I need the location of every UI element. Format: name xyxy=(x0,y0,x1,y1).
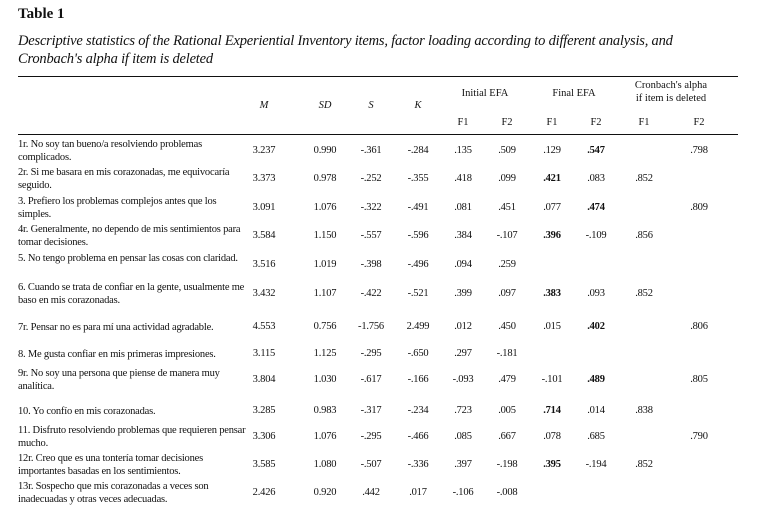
cell-sd: 1.107 xyxy=(313,288,337,299)
cell-if1: -.093 xyxy=(452,374,474,385)
item-label: 4r. Generalmente, no dependo de mis sentimientos para tomar decisiones. xyxy=(18,224,241,248)
table-row xyxy=(0,424,761,452)
item-label: 3. Prefiero los problemas complejos antes que los simples. xyxy=(18,196,217,220)
cell-s: -.398 xyxy=(360,259,382,270)
cell-s: -.295 xyxy=(360,348,382,359)
cell-ff2: .083 xyxy=(587,173,605,184)
cell-if2: -.107 xyxy=(496,230,518,241)
cell-sd: 1.150 xyxy=(313,230,337,241)
item-label: 12r. Creo que es una tontería tomar decisiones importantes basadas en los sentimientos. xyxy=(18,453,203,477)
cell-if1: .135 xyxy=(454,145,472,156)
cell-m: 3.516 xyxy=(252,259,276,270)
item-label: 10. Yo confío en mis corazonadas. xyxy=(18,406,156,417)
cell-sd: 1.076 xyxy=(313,202,337,213)
cell-k: -.355 xyxy=(407,173,429,184)
cell-ff2: .474 xyxy=(587,202,605,213)
cell-sd: 1.019 xyxy=(313,259,337,270)
header-rule xyxy=(18,134,738,135)
item-label: 11. Disfruto resolviendo problemas que requieren pensar mucho. xyxy=(18,425,246,449)
cell-ff2: -.194 xyxy=(585,459,607,470)
cell-if1: .081 xyxy=(454,202,472,213)
cell-k: -.234 xyxy=(407,405,429,416)
cell-k: -.596 xyxy=(407,230,429,241)
cell-cf1: .852 xyxy=(635,173,653,184)
cell-cf2: .790 xyxy=(690,431,708,442)
cell-ff1: .395 xyxy=(543,459,561,470)
cell-if2: .479 xyxy=(498,374,516,385)
cell-k: -.521 xyxy=(407,288,429,299)
cell-k: -.496 xyxy=(407,259,429,270)
cell-m: 3.115 xyxy=(252,348,276,359)
item-label: 7r. Pensar no es para mí una actividad agradable. xyxy=(18,322,214,333)
cell-if1: .399 xyxy=(454,288,472,299)
item-label: 5. No tengo problema en pensar las cosas con claridad. xyxy=(18,253,238,264)
cell-cf2: .809 xyxy=(690,202,708,213)
cell-m: 2.426 xyxy=(252,487,276,498)
cell-ff1: -.101 xyxy=(541,374,563,385)
cell-sd: 0.978 xyxy=(313,173,337,184)
table-row xyxy=(0,314,761,342)
cell-k: -.491 xyxy=(407,202,429,213)
header-sd: SD xyxy=(318,100,332,111)
header-k: K xyxy=(414,100,422,111)
cell-sd: 1.030 xyxy=(313,374,337,385)
cell-if2: -.008 xyxy=(496,487,518,498)
header-initial-f2: F2 xyxy=(501,117,513,128)
header-s: S xyxy=(368,100,374,111)
cell-if2: .450 xyxy=(498,321,516,332)
cell-ff1: .078 xyxy=(543,431,561,442)
cell-m: 3.804 xyxy=(252,374,276,385)
cell-if2: .667 xyxy=(498,431,516,442)
top-rule xyxy=(18,76,738,77)
cell-s: -.317 xyxy=(360,405,382,416)
cell-cf2: .806 xyxy=(690,321,708,332)
table-caption: Descriptive statistics of the Rational Experiential Inventory items, factor loading according to different analysis, and Cronbach's alpha if item is deleted xyxy=(18,33,673,67)
cell-if2: .451 xyxy=(498,202,516,213)
cell-sd: 0.756 xyxy=(313,321,337,332)
table-row xyxy=(0,223,761,251)
cell-ff2: .014 xyxy=(587,405,605,416)
cell-cf1: .856 xyxy=(635,230,653,241)
cell-s: -.252 xyxy=(360,173,382,184)
cell-ff1: .714 xyxy=(543,405,561,416)
cell-cf2: .805 xyxy=(690,374,708,385)
cell-s: .442 xyxy=(362,487,380,498)
cell-ff2: .093 xyxy=(587,288,605,299)
cell-m: 3.091 xyxy=(252,202,276,213)
cell-if1: .094 xyxy=(454,259,472,270)
header-final-efa: Final EFA xyxy=(552,88,596,99)
cell-ff2: .685 xyxy=(587,431,605,442)
cell-if2: -.198 xyxy=(496,459,518,470)
cell-sd: 1.125 xyxy=(313,348,337,359)
cell-sd: 0.983 xyxy=(313,405,337,416)
cell-m: 3.373 xyxy=(252,173,276,184)
cell-m: 4.553 xyxy=(252,321,276,332)
header-initial-efa: Initial EFA xyxy=(461,88,509,99)
header-initial-f1: F1 xyxy=(457,117,469,128)
cell-k: -.650 xyxy=(407,348,429,359)
cell-m: 3.306 xyxy=(252,431,276,442)
cell-k: 2.499 xyxy=(406,321,430,332)
table-row xyxy=(0,367,761,395)
cell-k: .017 xyxy=(409,487,427,498)
cell-s: -.617 xyxy=(360,374,382,385)
header-final-f2: F2 xyxy=(590,117,602,128)
cell-sd: 1.076 xyxy=(313,431,337,442)
header-cronbach-line2: if item is deleted xyxy=(635,93,707,104)
cell-m: 3.237 xyxy=(252,145,276,156)
cell-if2: .509 xyxy=(498,145,516,156)
cell-if1: .384 xyxy=(454,230,472,241)
table-row xyxy=(0,252,761,280)
cell-if2: -.181 xyxy=(496,348,518,359)
header-cronbach-line1: Cronbach's alpha xyxy=(634,80,708,91)
cell-s: -.422 xyxy=(360,288,382,299)
cell-m: 3.285 xyxy=(252,405,276,416)
cell-sd: 1.080 xyxy=(313,459,337,470)
cell-if1: .012 xyxy=(454,321,472,332)
cell-s: -.507 xyxy=(360,459,382,470)
cell-s: -.361 xyxy=(360,145,382,156)
table-row xyxy=(0,195,761,223)
cell-k: -.466 xyxy=(407,431,429,442)
header-m: M xyxy=(259,100,269,111)
table-row xyxy=(0,398,761,426)
table-row xyxy=(0,480,761,508)
cell-sd: 0.920 xyxy=(313,487,337,498)
cell-ff2: -.109 xyxy=(585,230,607,241)
header-final-f1: F1 xyxy=(546,117,558,128)
cell-ff2: .489 xyxy=(587,374,605,385)
cell-ff1: .015 xyxy=(543,321,561,332)
cell-cf2: .798 xyxy=(690,145,708,156)
cell-cf1: .852 xyxy=(635,288,653,299)
item-label: 1r. No soy tan bueno/a resolviendo problemas complicados. xyxy=(18,139,202,163)
cell-if1: .297 xyxy=(454,348,472,359)
cell-m: 3.584 xyxy=(252,230,276,241)
cell-if1: .418 xyxy=(454,173,472,184)
item-label: 2r. Si me basara en mis corazonadas, me equivocaría seguido. xyxy=(18,167,230,191)
cell-sd: 0.990 xyxy=(313,145,337,156)
cell-m: 3.432 xyxy=(252,288,276,299)
cell-ff1: .077 xyxy=(543,202,561,213)
cell-if1: .085 xyxy=(454,431,472,442)
cell-if2: .097 xyxy=(498,288,516,299)
table-row xyxy=(0,341,761,369)
cell-cf1: .838 xyxy=(635,405,653,416)
cell-ff1: .396 xyxy=(543,230,561,241)
cell-ff2: .547 xyxy=(587,145,605,156)
cell-k: -.284 xyxy=(407,145,429,156)
header-cronbach-f2: F2 xyxy=(693,117,705,128)
cell-s: -.322 xyxy=(360,202,382,213)
item-label: 6. Cuando se trata de confiar en la gente, usualmente me baso en mis corazonadas. xyxy=(18,282,245,306)
cell-if2: .259 xyxy=(498,259,516,270)
table-title: Table 1 xyxy=(18,6,65,22)
table-row xyxy=(0,281,761,309)
cell-if1: .723 xyxy=(454,405,472,416)
cell-if1: .397 xyxy=(454,459,472,470)
header-cronbach-f1: F1 xyxy=(638,117,650,128)
cell-ff1: .421 xyxy=(543,173,561,184)
cell-cf1: .852 xyxy=(635,459,653,470)
cell-s: -1.756 xyxy=(358,321,384,332)
item-label: 9r. No soy una persona que piense de manera muy analítica. xyxy=(18,368,220,392)
cell-ff1: .383 xyxy=(543,288,561,299)
cell-ff2: .402 xyxy=(587,321,605,332)
item-label: 13r. Sospecho que mis corazonadas a veces son inadecuadas y otras veces adecuadas. xyxy=(18,481,209,505)
cell-ff1: .129 xyxy=(543,145,561,156)
cell-s: -.295 xyxy=(360,431,382,442)
cell-if2: .005 xyxy=(498,405,516,416)
cell-k: -.166 xyxy=(407,374,429,385)
cell-s: -.557 xyxy=(360,230,382,241)
cell-if1: -.106 xyxy=(452,487,474,498)
item-label: 8. Me gusta confiar en mis primeras impresiones. xyxy=(18,349,216,360)
cell-if2: .099 xyxy=(498,173,516,184)
table-row xyxy=(0,452,761,480)
cell-m: 3.585 xyxy=(252,459,276,470)
table-row xyxy=(0,166,761,194)
table-row xyxy=(0,138,761,166)
cell-k: -.336 xyxy=(407,459,429,470)
